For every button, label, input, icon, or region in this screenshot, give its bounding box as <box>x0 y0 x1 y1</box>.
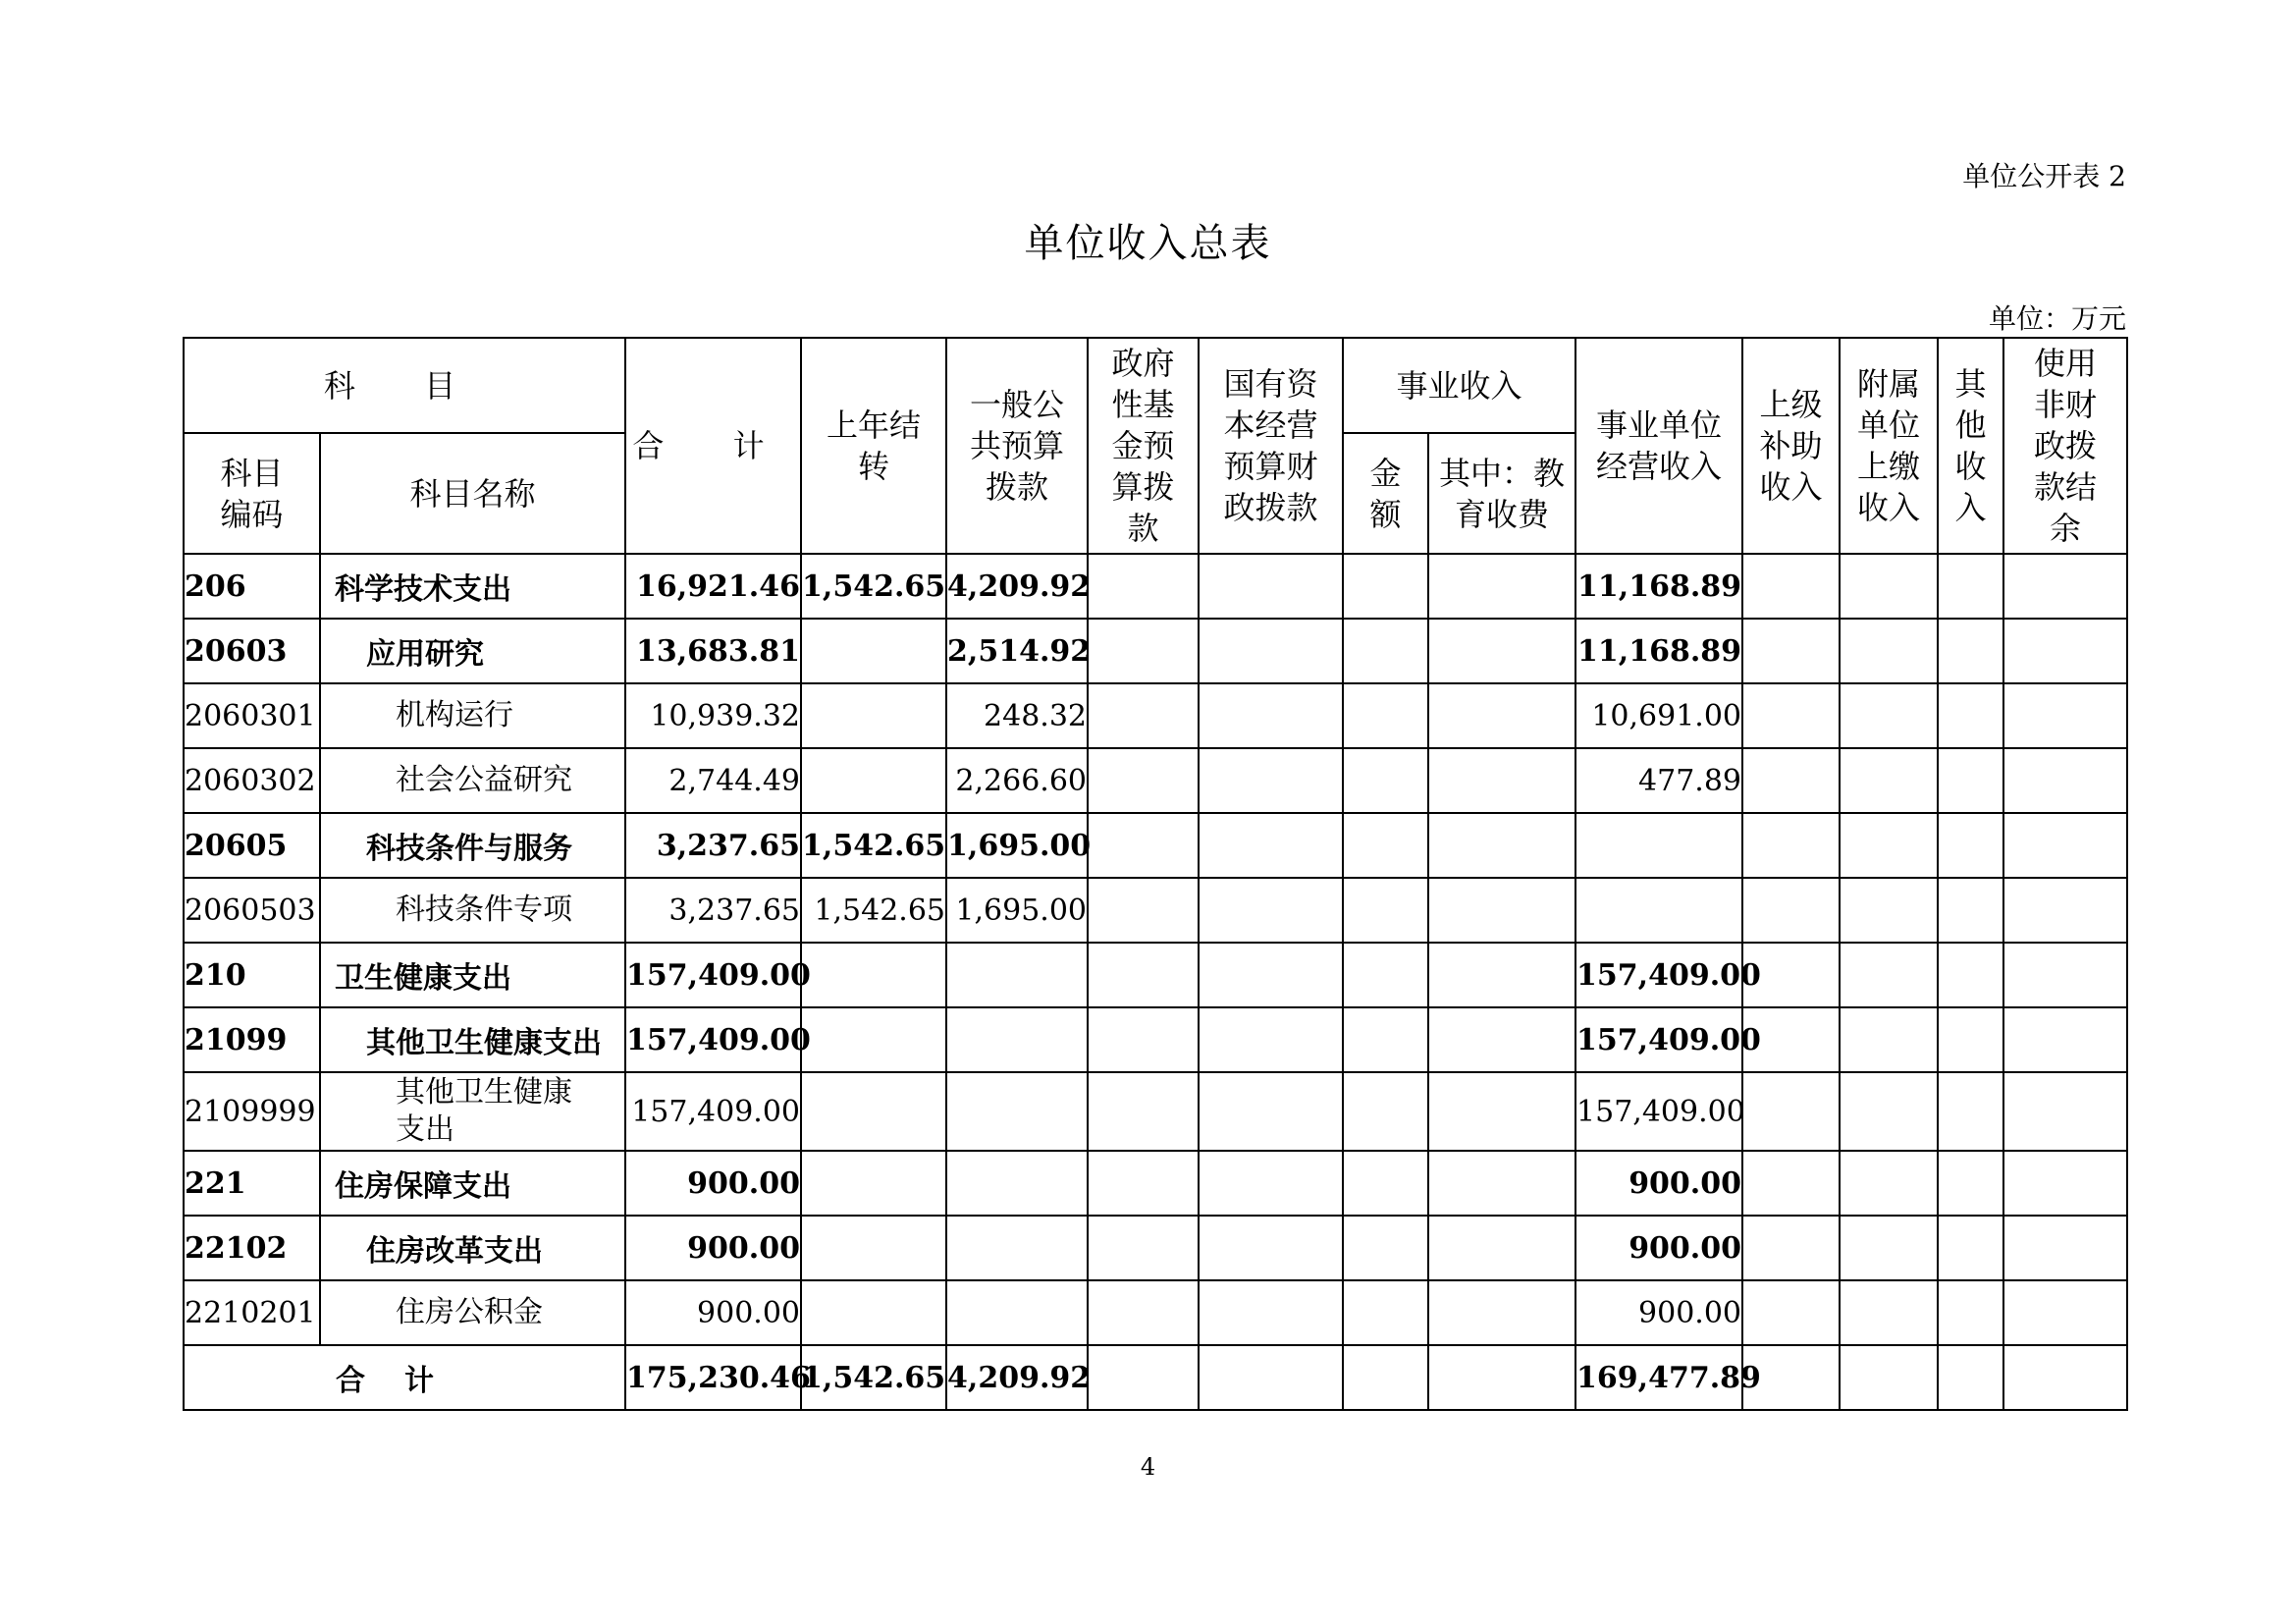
totals-label: 合计 <box>184 1345 625 1410</box>
row-gov-fund <box>1088 1216 1199 1280</box>
row-other <box>1938 813 2003 878</box>
row-general-budget <box>946 1072 1088 1151</box>
table-row <box>184 878 2127 943</box>
row-business-edu <box>1428 1216 1575 1280</box>
row-general-budget: 2,514.92 <box>946 619 1088 683</box>
row-state-capital <box>1199 943 1343 1007</box>
header-code: 科目 编码 <box>184 433 320 554</box>
row-prev-carryover <box>801 619 946 683</box>
row-other <box>1938 1280 2003 1345</box>
row-operating: 900.00 <box>1575 1151 1742 1216</box>
row-business-edu <box>1428 813 1575 878</box>
row-superior-subsidy <box>1742 1280 1840 1345</box>
row-other <box>1938 1151 2003 1216</box>
row-state-capital <box>1199 1072 1343 1151</box>
row-operating: 900.00 <box>1575 1216 1742 1280</box>
row-code: 22102 <box>184 1216 320 1280</box>
page-title: 单位收入总表 <box>1024 221 1272 266</box>
row-other <box>1938 878 2003 943</box>
header-general-budget: 一般公 共预算 拨款 <box>946 338 1088 554</box>
row-affiliated <box>1840 1151 1938 1216</box>
row-code: 206 <box>184 554 320 619</box>
row-business-amount <box>1343 943 1428 1007</box>
row-gov-fund <box>1088 1280 1199 1345</box>
row-operating: 157,409.00 <box>1575 1007 1742 1072</box>
totals-business-amount <box>1343 1345 1428 1410</box>
row-business-amount <box>1343 619 1428 683</box>
row-affiliated <box>1840 554 1938 619</box>
row-affiliated <box>1840 1280 1938 1345</box>
row-name: 机构运行 <box>320 683 625 748</box>
row-total: 157,409.00 <box>625 1007 801 1072</box>
row-affiliated <box>1840 878 1938 943</box>
header-affiliated: 附属 单位 上缴 收入 <box>1840 338 1938 554</box>
row-other <box>1938 683 2003 748</box>
row-business-amount <box>1343 748 1428 813</box>
row-general-budget: 2,266.60 <box>946 748 1088 813</box>
totals-general: 4,209.92 <box>946 1345 1088 1410</box>
row-name: 应用研究 <box>320 619 625 683</box>
row-general-budget <box>946 1280 1088 1345</box>
row-other <box>1938 619 2003 683</box>
row-state-capital <box>1199 683 1343 748</box>
row-state-capital <box>1199 554 1343 619</box>
row-prev-carryover <box>801 1072 946 1151</box>
row-gov-fund <box>1088 943 1199 1007</box>
row-non-fiscal <box>2003 878 2127 943</box>
row-state-capital <box>1199 1007 1343 1072</box>
row-other <box>1938 1007 2003 1072</box>
row-gov-fund <box>1088 619 1199 683</box>
row-state-capital <box>1199 1216 1343 1280</box>
row-business-edu <box>1428 943 1575 1007</box>
row-state-capital <box>1199 1280 1343 1345</box>
header-business-edu: 其中：教 育收费 <box>1428 433 1575 554</box>
row-business-edu <box>1428 1007 1575 1072</box>
row-non-fiscal <box>2003 619 2127 683</box>
row-general-budget <box>946 1151 1088 1216</box>
row-business-edu <box>1428 878 1575 943</box>
header-prev-carryover: 上年结 转 <box>801 338 946 554</box>
header-superior-subsidy: 上级 补助 收入 <box>1742 338 1840 554</box>
unit-label: 单位：万元 <box>1988 302 2126 335</box>
row-operating: 11,168.89 <box>1575 554 1742 619</box>
header-non-fiscal: 使用 非财 政拨 款结 余 <box>2003 338 2127 554</box>
row-affiliated <box>1840 943 1938 1007</box>
row-code: 2210201 <box>184 1280 320 1345</box>
row-business-edu <box>1428 1151 1575 1216</box>
table-row <box>184 1280 2127 1345</box>
row-state-capital <box>1199 878 1343 943</box>
row-total: 900.00 <box>625 1280 801 1345</box>
row-affiliated <box>1840 1216 1938 1280</box>
row-prev-carryover <box>801 1216 946 1280</box>
header-name: 科目名称 <box>320 433 625 554</box>
row-name: 其他卫生健康 支出 <box>320 1072 625 1151</box>
row-affiliated <box>1840 1072 1938 1151</box>
table-row <box>184 1007 2127 1072</box>
row-code: 2060503 <box>184 878 320 943</box>
row-non-fiscal <box>2003 1007 2127 1072</box>
row-operating: 900.00 <box>1575 1280 1742 1345</box>
row-general-budget <box>946 1007 1088 1072</box>
row-code: 2109999 <box>184 1072 320 1151</box>
row-general-budget: 248.32 <box>946 683 1088 748</box>
table-row <box>184 748 2127 813</box>
row-prev-carryover <box>801 1007 946 1072</box>
header-business-group: 事业收入 <box>1343 338 1575 433</box>
table-row <box>184 943 2127 1007</box>
row-name: 住房公积金 <box>320 1280 625 1345</box>
row-code: 21099 <box>184 1007 320 1072</box>
row-general-budget: 1,695.00 <box>946 813 1088 878</box>
row-name: 科技条件与服务 <box>320 813 625 878</box>
table-row <box>184 1151 2127 1216</box>
row-code: 221 <box>184 1151 320 1216</box>
row-affiliated <box>1840 1007 1938 1072</box>
row-business-amount <box>1343 1216 1428 1280</box>
row-prev-carryover: 1,542.65 <box>801 813 946 878</box>
row-name: 社会公益研究 <box>320 748 625 813</box>
row-prev-carryover: 1,542.65 <box>801 554 946 619</box>
row-business-amount <box>1343 878 1428 943</box>
totals-non-fiscal <box>2003 1345 2127 1410</box>
row-name: 科技条件专项 <box>320 878 625 943</box>
row-name: 科学技术支出 <box>320 554 625 619</box>
header-gov-fund: 政府 性基 金预 算拨 款 <box>1088 338 1199 554</box>
table-row <box>184 683 2127 748</box>
row-prev-carryover: 1,542.65 <box>801 878 946 943</box>
income-summary-table <box>183 337 2128 1411</box>
row-name: 住房保障支出 <box>320 1151 625 1216</box>
row-business-edu <box>1428 619 1575 683</box>
row-non-fiscal <box>2003 813 2127 878</box>
row-other <box>1938 1216 2003 1280</box>
row-gov-fund <box>1088 683 1199 748</box>
page-number: 4 <box>1140 1453 1156 1481</box>
row-operating: 477.89 <box>1575 748 1742 813</box>
row-name: 卫生健康支出 <box>320 943 625 1007</box>
row-other <box>1938 1072 2003 1151</box>
row-operating <box>1575 878 1742 943</box>
row-business-amount <box>1343 1072 1428 1151</box>
row-operating: 157,409.00 <box>1575 943 1742 1007</box>
row-non-fiscal <box>2003 748 2127 813</box>
row-state-capital <box>1199 619 1343 683</box>
row-operating: 11,168.89 <box>1575 619 1742 683</box>
header-total: 合 计 <box>625 338 801 554</box>
row-non-fiscal <box>2003 1216 2127 1280</box>
row-gov-fund <box>1088 1151 1199 1216</box>
row-superior-subsidy <box>1742 813 1840 878</box>
row-business-amount <box>1343 813 1428 878</box>
header-operating: 事业单位 经营收入 <box>1575 338 1742 554</box>
row-general-budget: 4,209.92 <box>946 554 1088 619</box>
row-gov-fund <box>1088 1007 1199 1072</box>
row-business-edu <box>1428 683 1575 748</box>
row-total: 3,237.65 <box>625 813 801 878</box>
row-prev-carryover <box>801 1151 946 1216</box>
row-business-amount <box>1343 1280 1428 1345</box>
row-total: 157,409.00 <box>625 1072 801 1151</box>
row-code: 20603 <box>184 619 320 683</box>
totals-state-capital <box>1199 1345 1343 1410</box>
row-total: 900.00 <box>625 1151 801 1216</box>
table-row <box>184 619 2127 683</box>
totals-prev: 1,542.65 <box>801 1345 946 1410</box>
header-business-amount: 金 额 <box>1343 433 1428 554</box>
header-subject-group: 科 目 <box>184 338 625 433</box>
row-state-capital <box>1199 813 1343 878</box>
row-other <box>1938 943 2003 1007</box>
row-total: 157,409.00 <box>625 943 801 1007</box>
row-code: 20605 <box>184 813 320 878</box>
row-affiliated <box>1840 748 1938 813</box>
row-business-edu <box>1428 554 1575 619</box>
row-superior-subsidy <box>1742 878 1840 943</box>
row-business-amount <box>1343 1151 1428 1216</box>
row-business-amount <box>1343 1007 1428 1072</box>
row-non-fiscal <box>2003 943 2127 1007</box>
row-name: 其他卫生健康支出 <box>320 1007 625 1072</box>
row-operating: 10,691.00 <box>1575 683 1742 748</box>
row-code: 210 <box>184 943 320 1007</box>
row-state-capital <box>1199 748 1343 813</box>
row-gov-fund <box>1088 1072 1199 1151</box>
table-code: 单位公开表 2 <box>1962 160 2126 192</box>
row-operating: 157,409.00 <box>1575 1072 1742 1151</box>
row-superior-subsidy <box>1742 554 1840 619</box>
totals-affiliated <box>1840 1345 1938 1410</box>
row-total: 3,237.65 <box>625 878 801 943</box>
totals-operating: 169,477.89 <box>1575 1345 1742 1410</box>
row-operating <box>1575 813 1742 878</box>
totals-gov-fund <box>1088 1345 1199 1410</box>
row-total: 10,939.32 <box>625 683 801 748</box>
row-total: 16,921.46 <box>625 554 801 619</box>
row-affiliated <box>1840 813 1938 878</box>
row-prev-carryover <box>801 943 946 1007</box>
row-prev-carryover <box>801 1280 946 1345</box>
row-superior-subsidy <box>1742 683 1840 748</box>
row-state-capital <box>1199 1151 1343 1216</box>
totals-business-edu <box>1428 1345 1575 1410</box>
row-total: 900.00 <box>625 1216 801 1280</box>
row-affiliated <box>1840 619 1938 683</box>
header-state-capital: 国有资 本经营 预算财 政拨款 <box>1199 338 1343 554</box>
row-gov-fund <box>1088 748 1199 813</box>
row-name: 住房改革支出 <box>320 1216 625 1280</box>
row-gov-fund <box>1088 554 1199 619</box>
row-business-amount <box>1343 554 1428 619</box>
row-general-budget <box>946 943 1088 1007</box>
totals-other <box>1938 1345 2003 1410</box>
row-non-fiscal <box>2003 554 2127 619</box>
row-general-budget <box>946 1216 1088 1280</box>
row-superior-subsidy <box>1742 1151 1840 1216</box>
row-superior-subsidy <box>1742 748 1840 813</box>
row-non-fiscal <box>2003 1151 2127 1216</box>
totals-row <box>184 1345 2127 1410</box>
row-business-edu <box>1428 1280 1575 1345</box>
row-gov-fund <box>1088 878 1199 943</box>
row-business-edu <box>1428 1072 1575 1151</box>
row-general-budget: 1,695.00 <box>946 878 1088 943</box>
row-code: 2060301 <box>184 683 320 748</box>
row-superior-subsidy <box>1742 1072 1840 1151</box>
row-affiliated <box>1840 683 1938 748</box>
row-code: 2060302 <box>184 748 320 813</box>
row-prev-carryover <box>801 683 946 748</box>
row-business-amount <box>1343 683 1428 748</box>
totals-total: 175,230.46 <box>625 1345 801 1410</box>
row-non-fiscal <box>2003 683 2127 748</box>
row-non-fiscal <box>2003 1280 2127 1345</box>
table-row <box>184 813 2127 878</box>
row-business-edu <box>1428 748 1575 813</box>
header-other: 其 他 收 入 <box>1938 338 2003 554</box>
row-total: 2,744.49 <box>625 748 801 813</box>
row-other <box>1938 554 2003 619</box>
table-row <box>184 1216 2127 1280</box>
row-gov-fund <box>1088 813 1199 878</box>
table-row <box>184 554 2127 619</box>
table-row <box>184 1072 2127 1151</box>
row-prev-carryover <box>801 748 946 813</box>
row-total: 13,683.81 <box>625 619 801 683</box>
row-superior-subsidy <box>1742 619 1840 683</box>
row-non-fiscal <box>2003 1072 2127 1151</box>
row-superior-subsidy <box>1742 1216 1840 1280</box>
row-other <box>1938 748 2003 813</box>
